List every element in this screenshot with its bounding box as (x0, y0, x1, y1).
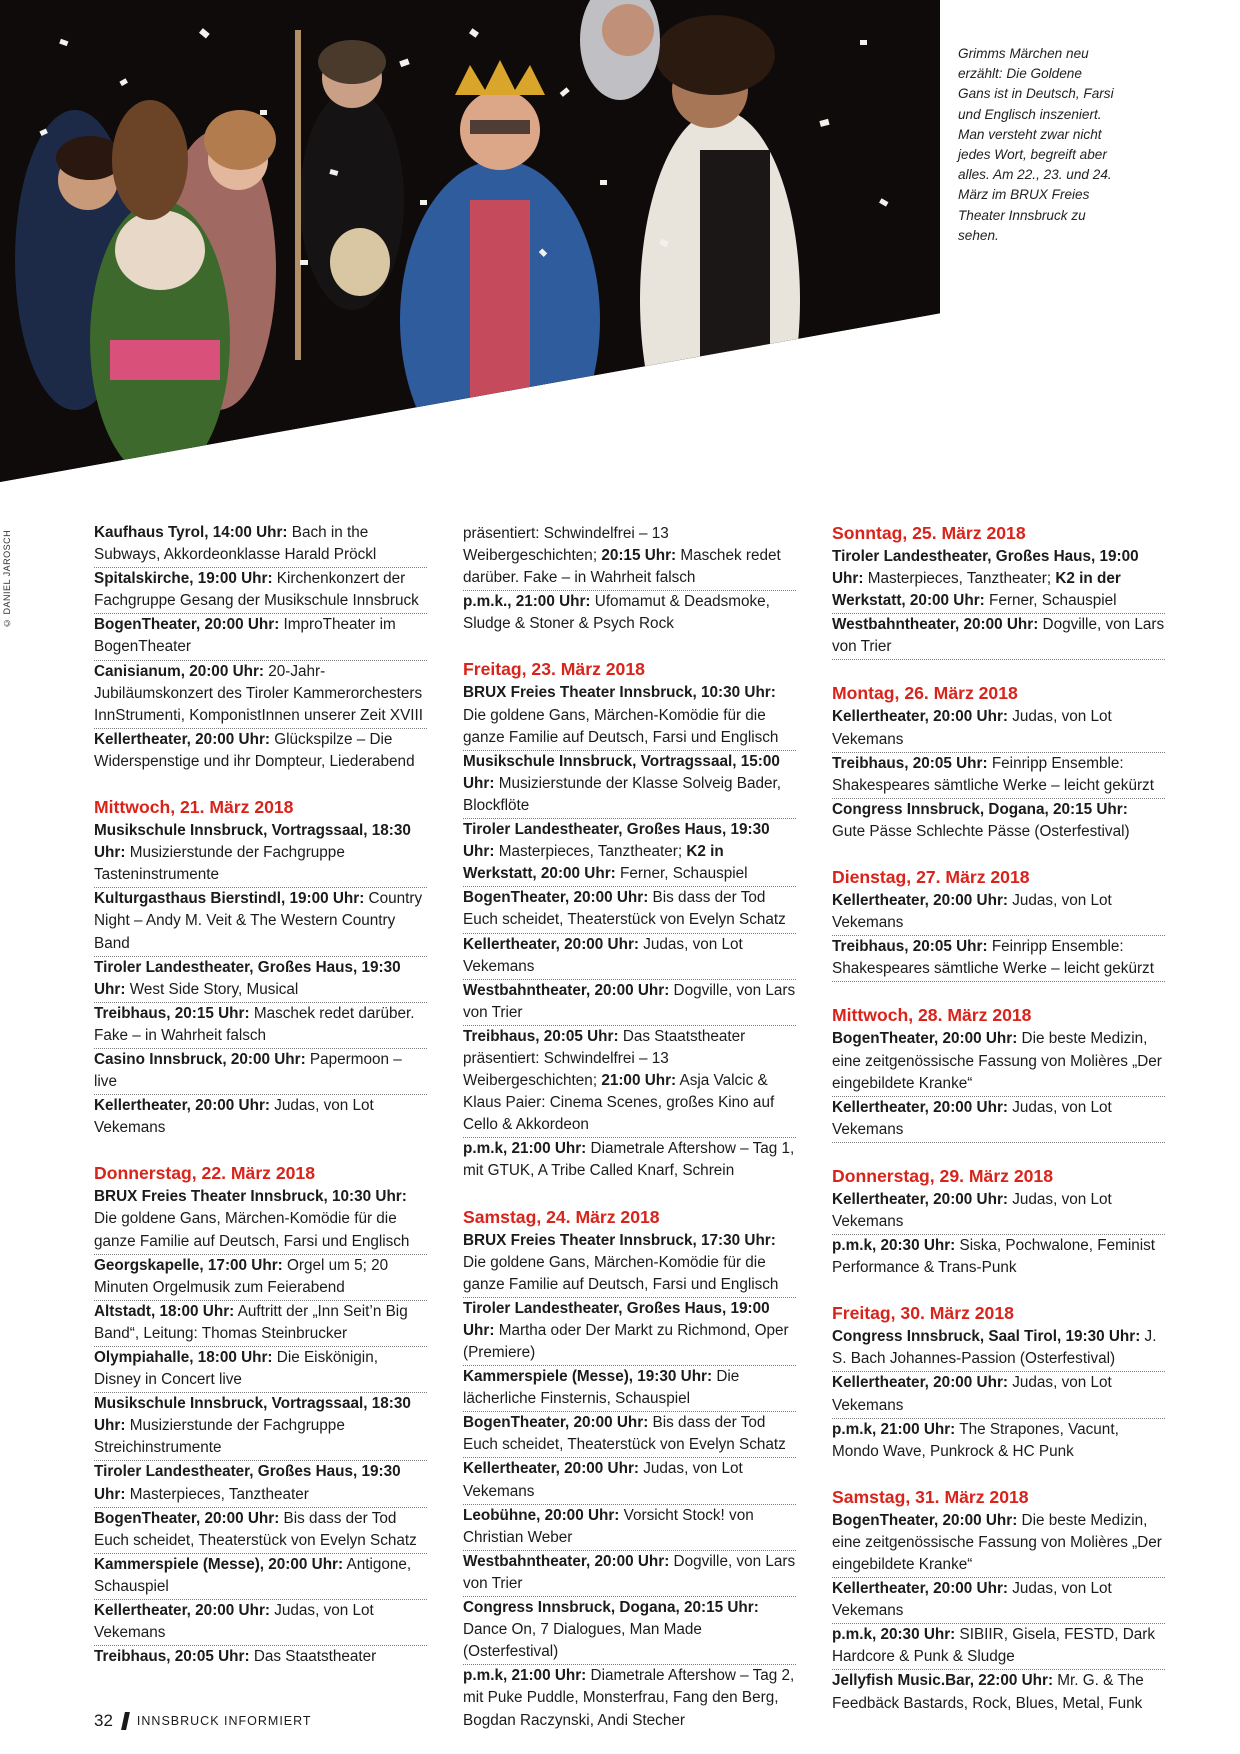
event-venue-time: BogenTheater, 20:00 Uhr: (94, 616, 280, 634)
event-description: Masterpieces, Tanztheater; (863, 570, 1056, 588)
event-venue-time: Canisianum, 20:00 Uhr: (94, 662, 265, 680)
event-entry (94, 1186, 427, 1254)
theater-photo (0, 0, 940, 482)
event-description: Vorsicht Stock! von Christian Weber (463, 1506, 754, 1546)
event-description: West Side Story, Musical (125, 980, 299, 998)
event-entry (832, 1097, 1165, 1143)
event-venue-time: p.m.k, 21:00 Uhr: (832, 1420, 956, 1438)
block-gap (832, 844, 1165, 866)
event-entry (832, 614, 1165, 660)
event-description: Musizierstunde der Fachgruppe Streichinstrumente (94, 1417, 345, 1457)
event-description: 20-Jahr-Jubiläumskonzert des Tiroler Kammerorchesters InnStrumenti, KomponistInnen unserer Zeit XVIII (94, 662, 424, 724)
event-venue-time: Tiroler Landestheater, Großes Haus, 19:00 Uhr: (832, 548, 1139, 588)
event-entry (94, 1049, 427, 1095)
event-description: Die beste Medizin, eine zeitgenössische Fassung von Molières „Der eingebildete Kranke“ (832, 1030, 1162, 1092)
event-venue-time: Congress Innsbruck, Saal Tirol, 19:30 Uhr: (832, 1328, 1141, 1346)
event-description: Auftritt der „Inn Seit’n Big Band“, Leitung: Thomas Steinbrucker (94, 1302, 408, 1342)
event-entry (463, 682, 796, 750)
event-venue-time: Leobühne, 20:00 Uhr: (463, 1506, 620, 1524)
event-entry (94, 1095, 427, 1140)
event-entry (832, 890, 1165, 936)
event-description: Das Staatstheater präsentiert: Schwindelfrei – 13 Weibergeschichten; (463, 1027, 746, 1090)
event-entry (94, 1600, 427, 1646)
event-description: Feinripp Ensemble: Shakespeares sämtliche Werke – leicht gekürzt (832, 754, 1154, 794)
event-description: Martha oder Der Markt zu Richmond, Oper (Premiere) (463, 1321, 789, 1361)
event-venue-time: Kellertheater, 20:00 Uhr: (832, 1580, 1008, 1598)
event-description: Dance On, 7 Dialogues, Man Made (Osterfestival) (463, 1621, 702, 1661)
event-description: SIBIIR, Gisela, FESTD, Dark Hardcore & Punk & Sludge (832, 1626, 1156, 1666)
event-entry (94, 1554, 427, 1600)
day-heading: Samstag, 31. März 2018 (832, 1486, 1029, 1507)
event-venue-time: Congress Innsbruck, Dogana, 20:15 Uhr: (832, 800, 1128, 818)
event-venue-time: Georgskapelle, 17:00 Uhr: (94, 1256, 283, 1274)
event-venue-time: Kellertheater, 20:00 Uhr: (94, 730, 270, 748)
event-venue-time: Kaufhaus Tyrol, 14:00 Uhr: (94, 524, 288, 541)
event-description: Judas, von Lot Vekemans (463, 1460, 743, 1500)
event-venue-time: Kellertheater, 20:00 Uhr: (94, 1602, 270, 1620)
event-venue-time: Altstadt, 18:00 Uhr: (94, 1302, 235, 1320)
event-venue-time: Kammerspiele (Messe), 19:30 Uhr: (463, 1368, 713, 1386)
event-entry (94, 1646, 427, 1669)
event-entry (832, 1235, 1165, 1280)
event-venue-time: Jellyfish Music.Bar, 22:00 Uhr: (832, 1672, 1054, 1690)
event-description: ImproTheater im BogenTheater (94, 616, 396, 656)
event-venue-time: Kammerspiele (Messe), 20:00 Uhr: (94, 1555, 344, 1573)
event-venue-time: K2 in der Werkstatt, 20:00 Uhr: (832, 570, 1121, 610)
day-heading: Samstag, 24. März 2018 (463, 1206, 660, 1227)
event-entry (832, 1028, 1165, 1096)
event-description: Dogville, von Lars von Trier (463, 1552, 796, 1592)
event-entry (832, 1326, 1165, 1372)
event-venue-time: p.m.k., 21:00 Uhr: (463, 593, 591, 611)
event-venue-time: Kellertheater, 20:00 Uhr: (463, 935, 639, 953)
event-entry (463, 980, 796, 1026)
event-entry (463, 1366, 796, 1412)
event-column-3 (832, 522, 1165, 1716)
event-description: Die goldene Gans, Märchen-Komödie für die ganze Familie auf Deutsch, Farsi und Englisch (463, 1253, 779, 1293)
event-venue-time: Kellertheater, 20:00 Uhr: (832, 892, 1008, 910)
event-description: Die goldene Gans, Märchen-Komödie für die ganze Familie auf Deutsch, Farsi und Englisch (463, 706, 779, 746)
event-description: Bach in the Subways, Akkordeonklasse Harald Pröckl (94, 524, 377, 564)
event-entry (832, 1189, 1165, 1235)
event-description: Masterpieces, Tanztheater; (494, 843, 687, 861)
event-entry (463, 1230, 796, 1298)
event-venue-time: K2 in Werkstatt, 20:00 Uhr: (463, 843, 724, 883)
event-description: Ufomamut & Deadsmoke, Sludge & Stoner & Psych Rock (463, 593, 770, 633)
event-venue-time: Tiroler Landestheater, Großes Haus, 19:30 Uhr: (463, 821, 770, 861)
event-venue-time: BogenTheater, 20:00 Uhr: (463, 1414, 649, 1432)
event-venue-time: Treibhaus, 20:05 Uhr: (463, 1027, 619, 1045)
event-venue-time: Westbahntheater, 20:00 Uhr: (463, 981, 670, 999)
event-description: Gute Pässe Schlechte Pässe (Osterfestival) (832, 822, 1130, 840)
event-description: Orgel um 5; 20 Minuten Orgelmusik zum Feierabend (94, 1256, 389, 1296)
event-venue-time: BRUX Freies Theater Innsbruck, 10:30 Uhr: (94, 1188, 407, 1206)
event-venue-time: BogenTheater, 20:00 Uhr: (463, 889, 649, 907)
event-entry (832, 1372, 1165, 1418)
event-venue-time: Kellertheater, 20:00 Uhr: (832, 708, 1008, 726)
day-heading: Freitag, 30. März 2018 (832, 1303, 1014, 1324)
event-entry (832, 706, 1165, 752)
day-heading: Donnerstag, 29. März 2018 (832, 1165, 1053, 1186)
event-venue-time: Kulturgasthaus Bierstindl, 19:00 Uhr: (94, 890, 365, 908)
block-gap (832, 660, 1165, 682)
event-venue-time: Musikschule Innsbruck, Vortragssaal, 15:00 Uhr: (463, 752, 780, 792)
event-description: Asja Valcic & Klaus Paier: Cinema Scenes, großes Kino auf Cello & Akkordeon (463, 1072, 775, 1134)
event-description: Diametrale Aftershow – Tag 1, mit GTUK, A Tribe Called Knarf, Schrein (463, 1140, 795, 1180)
event-venue-time: BRUX Freies Theater Innsbruck, 10:30 Uhr: (463, 684, 776, 702)
event-venue-time: p.m.k, 20:30 Uhr: (832, 1626, 956, 1644)
event-venue-time: Tiroler Landestheater, Großes Haus, 19:30 Uhr: (94, 958, 401, 998)
event-venue-time: Westbahntheater, 20:00 Uhr: (832, 616, 1039, 634)
block-gap (94, 1140, 427, 1162)
event-entry (463, 751, 796, 819)
event-description: Die goldene Gans, Märchen-Komödie für die ganze Familie auf Deutsch, Farsi und Englisch (94, 1210, 410, 1250)
event-description: Judas, von Lot Vekemans (832, 892, 1112, 932)
block-gap (463, 1184, 796, 1206)
event-entry (463, 1458, 796, 1504)
event-venue-time: Treibhaus, 20:05 Uhr: (94, 1648, 250, 1666)
event-entry (94, 614, 427, 660)
event-description: Judas, von Lot Vekemans (832, 1190, 1112, 1230)
day-heading: Sonntag, 25. März 2018 (832, 523, 1026, 543)
event-venue-time: Kellertheater, 20:00 Uhr: (832, 1374, 1008, 1392)
event-description: Papermoon – live (94, 1050, 402, 1091)
photo-caption: Grimms Märchen neu erzählt: Die Goldene Gans ist in Deutsch, Farsi und Englisch inszeniert. Man versteht zwar nicht jedes Wort, begreift aber alles. Am 22., 23. und 24. März im BRUX Freies Theater Innsbruck zu sehen. (958, 46, 1114, 243)
event-venue-time: p.m.k, 21:00 Uhr: (463, 1140, 587, 1158)
event-description: Bis dass der Tod Euch scheidet, Theaterstück von Evelyn Schatz (94, 1509, 417, 1549)
block-gap (832, 982, 1165, 1004)
event-venue-time: Musikschule Innsbruck, Vortragssaal, 18:30 Uhr: (94, 1395, 411, 1435)
event-description: Judas, von Lot Vekemans (94, 1097, 374, 1137)
event-entry (463, 523, 796, 591)
event-description: Siska, Pochwalone, Feminist Performance & Trans-Punk (832, 1237, 1156, 1277)
event-description: Judas, von Lot Vekemans (832, 1374, 1112, 1414)
event-entry (832, 753, 1165, 799)
event-column-1 (94, 522, 427, 1669)
event-entry (94, 1003, 427, 1049)
event-venue-time: Casino Innsbruck, 20:00 Uhr: (94, 1050, 306, 1068)
event-entry (832, 546, 1165, 614)
event-venue-time: Westbahntheater, 20:00 Uhr: (463, 1552, 670, 1570)
event-entry (94, 1393, 427, 1461)
event-entry (94, 957, 427, 1003)
event-venue-time: BogenTheater, 20:00 Uhr: (832, 1511, 1018, 1529)
event-entry (94, 1255, 427, 1301)
event-description: Judas, von Lot Vekemans (94, 1602, 374, 1642)
event-venue-time: Musikschule Innsbruck, Vortragssaal, 18:30 Uhr: (94, 822, 411, 862)
event-description: Judas, von Lot Vekemans (832, 1098, 1112, 1138)
event-description: Judas, von Lot Vekemans (832, 1580, 1112, 1620)
event-entry (463, 1597, 796, 1665)
block-gap (832, 1143, 1165, 1165)
event-description: Bis dass der Tod Euch scheidet, Theaterstück von Evelyn Schatz (463, 1414, 786, 1454)
day-heading: Mittwoch, 28. März 2018 (832, 1005, 1032, 1026)
event-description: Judas, von Lot Vekemans (463, 935, 743, 975)
day-heading: Dienstag, 27. März 2018 (832, 867, 1030, 888)
event-description: Musizierstunde der Klasse Solveig Bader, Blockflöte (463, 774, 781, 814)
event-description: Maschek redet darüber. Fake – in Wahrheit falsch (94, 1004, 415, 1044)
page-number: 32 (94, 1711, 113, 1730)
event-venue-time: Kellertheater, 20:00 Uhr: (94, 1097, 270, 1115)
event-entry (832, 1624, 1165, 1670)
event-venue-time: 20:15 Uhr: (601, 547, 677, 565)
event-venue-time: Kellertheater, 20:00 Uhr: (832, 1098, 1008, 1116)
event-entry (94, 729, 427, 774)
day-heading: Donnerstag, 22. März 2018 (94, 1163, 315, 1184)
event-entry (463, 1505, 796, 1551)
event-venue-time: Treibhaus, 20:05 Uhr: (832, 938, 988, 956)
event-entry (463, 1138, 796, 1183)
event-entry (832, 1419, 1165, 1464)
event-entry (463, 1551, 796, 1597)
footer-slash-mark (121, 1712, 130, 1730)
event-entry (94, 1461, 427, 1507)
event-entry (94, 661, 427, 729)
event-entry (832, 1578, 1165, 1624)
event-venue-time: BogenTheater, 20:00 Uhr: (94, 1509, 280, 1527)
event-column-2 (463, 523, 796, 1733)
event-entry (832, 936, 1165, 982)
event-description: Masterpieces, Tanztheater (125, 1485, 309, 1503)
day-heading: Montag, 26. März 2018 (832, 683, 1018, 704)
event-description: Glückspilze – Die Widerspenstige und ihr Dompteur, Liederabend (94, 730, 415, 770)
event-venue-time: p.m.k, 20:30 Uhr: (832, 1237, 956, 1255)
event-venue-time: 21:00 Uhr: (601, 1072, 677, 1090)
event-entry (832, 1670, 1165, 1715)
event-description: Maschek redet darüber. Fake – in Wahrheit falsch (463, 547, 781, 587)
theater-photo-illustration (0, 0, 940, 482)
event-description: Dogville, von Lars von Trier (463, 981, 796, 1021)
event-description: J. S. Bach Johannes-Passion (Osterfestival) (832, 1328, 1157, 1368)
event-description: Mr. G. & The Feedbäck Bastards, Rock, Blues, Metal, Funk (832, 1672, 1144, 1712)
block-gap (463, 636, 796, 658)
day-heading: Freitag, 23. März 2018 (463, 659, 645, 680)
block-gap (832, 1280, 1165, 1302)
event-entry (94, 1301, 427, 1347)
event-entry (463, 1026, 796, 1138)
event-description: Dogville, von Lars von Trier (832, 616, 1165, 656)
event-entry (94, 1508, 427, 1554)
event-venue-time: BRUX Freies Theater Innsbruck, 17:30 Uhr: (463, 1231, 776, 1249)
event-entry (463, 1412, 796, 1458)
event-entry (463, 1298, 796, 1366)
event-venue-time: Tiroler Landestheater, Großes Haus, 19:30 Uhr: (94, 1463, 401, 1503)
block-gap (94, 774, 427, 796)
event-entry (463, 591, 796, 636)
event-venue-time: Kellertheater, 20:00 Uhr: (832, 1190, 1008, 1208)
event-description: Das Staatstheater (249, 1648, 377, 1666)
photo-credit: © DANIEL JAROSCH (2, 529, 12, 628)
event-description: Bis dass der Tod Euch scheidet, Theaterstück von Evelyn Schatz (463, 889, 786, 929)
event-entry (94, 522, 427, 568)
event-description: Ferner, Schauspiel (615, 865, 748, 883)
day-heading: Mittwoch, 21. März 2018 (94, 797, 294, 818)
event-description: Die lächerliche Finsternis, Schauspiel (463, 1368, 740, 1408)
event-description: Country Night – Andy M. Veit & The Western Country Band (94, 890, 423, 952)
event-description: Die beste Medizin, eine zeitgenössische Fassung von Molières „Der eingebildete Kranke“ (832, 1511, 1162, 1573)
event-description: The Strapones, Vacunt, Mondo Wave, Punkrock & HC Punk (832, 1420, 1119, 1460)
event-entry (94, 820, 427, 888)
event-venue-time: Congress Innsbruck, Dogana, 20:15 Uhr: (463, 1599, 759, 1617)
magazine-name: INNSBRUCK INFORMIERT (136, 1714, 312, 1728)
event-venue-time: Treibhaus, 20:05 Uhr: (832, 754, 988, 772)
event-venue-time: Olympiahalle, 18:00 Uhr: (94, 1349, 273, 1366)
event-venue-time: Kellertheater, 20:00 Uhr: (463, 1460, 639, 1478)
block-gap (832, 1464, 1165, 1486)
event-venue-time: Treibhaus, 20:15 Uhr: (94, 1004, 250, 1022)
event-description: Feinripp Ensemble: Shakespeares sämtliche Werke – leicht gekürzt (832, 938, 1154, 978)
event-description: Die Eiskönigin, Disney in Concert live (94, 1349, 378, 1389)
event-description: Judas, von Lot Vekemans (832, 708, 1112, 748)
event-description: Musizierstunde der Fachgruppe Tasteninstrumente (94, 844, 345, 884)
event-entry (463, 887, 796, 933)
event-venue-time: Spitalskirche, 19:00 Uhr: (94, 570, 273, 588)
event-venue-time: BogenTheater, 20:00 Uhr: (832, 1030, 1018, 1048)
event-entry (94, 568, 427, 614)
event-description: Antigone, Schauspiel (94, 1555, 412, 1595)
event-description: Kirchenkonzert der Fachgruppe Gesang der Musikschule Innsbruck (94, 570, 419, 610)
event-description: präsentiert: Schwindelfrei – 13 Weibergeschichten; (463, 525, 669, 565)
event-entry (463, 1665, 796, 1732)
event-entry (94, 1347, 427, 1393)
event-description: Diametrale Aftershow – Tag 2, mit Puke Puddle, Monsterfrau, Fang den Berg, Bogdan Raczynski, Andi Stecher (463, 1667, 795, 1729)
event-venue-time: p.m.k, 21:00 Uhr: (463, 1667, 587, 1685)
event-entry (463, 934, 796, 980)
page-footer (94, 1710, 312, 1732)
event-description: Ferner, Schauspiel (984, 592, 1117, 610)
event-entry (94, 888, 427, 956)
event-entry (463, 819, 796, 887)
event-entry (832, 1510, 1165, 1578)
event-entry (832, 799, 1165, 844)
event-venue-time: Tiroler Landestheater, Großes Haus, 19:00 Uhr: (463, 1299, 770, 1339)
